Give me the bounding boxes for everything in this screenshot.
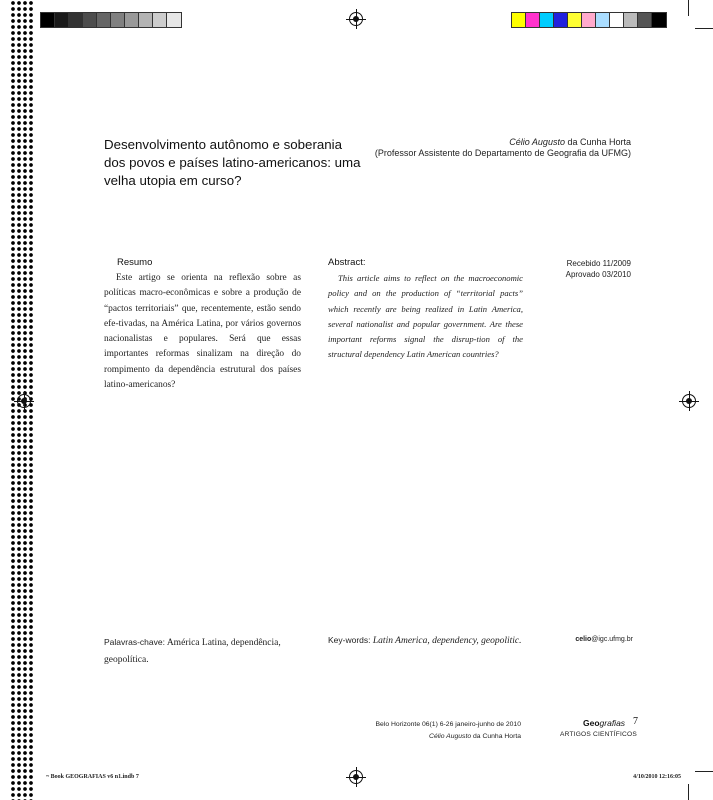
- color-swatch: [167, 13, 181, 27]
- grayscale-calibration-bar: [40, 12, 182, 28]
- registration-mark-icon: [682, 394, 696, 408]
- color-swatch: [111, 13, 125, 27]
- footer-citation: Belo Horizonte 06(1) 6-26 janeiro-junho de 2010: [375, 721, 521, 728]
- color-swatch: [554, 13, 568, 27]
- color-calibration-bar: [511, 12, 667, 28]
- color-swatch: [512, 13, 526, 27]
- abstract-heading: Abstract:: [328, 257, 366, 268]
- resumo-text: Este artigo se orienta na reflexão sobre as políticas macro-econômicas e sobre a produção de “pactos territoriais” que, recentemente, estão sendo efe-tivadas, na América Latina, por vários governos nacionalistas e populares. Será que essas importantes reformas sinalizam na direção do rompimento da dependência estrutural dos países latino-americanos?: [104, 273, 301, 391]
- journal-name-bold: Geo: [583, 718, 600, 728]
- keywords-pt-value: América Latina, dependência, geopolítica.: [104, 638, 281, 665]
- crop-mark: [688, 0, 689, 16]
- color-swatch: [125, 13, 139, 27]
- footer-author-name: Célio Augusto: [429, 733, 472, 740]
- author-block: [375, 137, 631, 159]
- keywords-en-value: Latin America, dependency, geopolitic.: [372, 636, 522, 646]
- resumo-heading: Resumo: [117, 257, 153, 268]
- section-label: ARTIGOS CIENTÍFICOS: [560, 731, 637, 738]
- color-swatch: [69, 13, 83, 27]
- crop-mark: [695, 28, 713, 29]
- page-number: 7: [633, 716, 638, 727]
- author-email: [575, 636, 633, 643]
- registration-mark-icon: [349, 770, 363, 784]
- color-swatch: [596, 13, 610, 27]
- abstract-text: This article aims to reflect on the macroeconomic policy and on the production of “territorial pacts” which recently are being realized in Latin America, several nationalist and popular government. Are these important reforms signal the disrup-tion of the structural dependency Latin American countries?: [328, 273, 523, 360]
- color-swatch: [526, 13, 540, 27]
- color-swatch: [638, 13, 652, 27]
- color-swatch: [97, 13, 111, 27]
- author-surname: da Cunha Horta: [564, 137, 631, 147]
- journal-name-italic: grafias: [599, 718, 626, 728]
- registration-mark-icon: [349, 12, 363, 26]
- slug-filename: ~ Book GEOGRAFIAS v6 n1.indb 7: [46, 774, 139, 780]
- approved-date: Aprovado 03/2010: [565, 270, 631, 279]
- registration-mark-icon: [17, 394, 31, 408]
- color-swatch: [610, 13, 624, 27]
- color-swatch: [582, 13, 596, 27]
- article-title: Desenvolvimento autônomo e soberania dos povos e países latino-americanos: uma velha utopia em curso?: [104, 137, 361, 188]
- keywords-pt-label: Palavras-chave:: [104, 637, 165, 647]
- color-swatch: [41, 13, 55, 27]
- author-name: Célio Augusto: [509, 137, 565, 147]
- crop-mark: [695, 771, 713, 772]
- color-swatch: [624, 13, 638, 27]
- journal-name: [583, 718, 625, 728]
- keywords-en: [328, 635, 528, 646]
- color-swatch: [139, 13, 153, 27]
- received-date: Recebido 11/2009: [566, 259, 631, 268]
- author-affiliation: (Professor Assistente do Departamento de Geografia da UFMG): [374, 148, 631, 158]
- footer-citation-block: [376, 719, 521, 743]
- email-domain: @igc.ufmg.br: [591, 636, 633, 643]
- color-swatch: [83, 13, 97, 27]
- footer-author-surname: da Cunha Horta: [471, 733, 521, 740]
- email-user: celio: [575, 636, 592, 643]
- submission-dates: [566, 258, 631, 280]
- color-swatch: [55, 13, 69, 27]
- keywords-en-label: Key-words:: [328, 635, 371, 645]
- color-swatch: [652, 13, 666, 27]
- keywords-pt: [104, 634, 304, 669]
- color-swatch: [540, 13, 554, 27]
- slug-timestamp: 4/10/2010 12:16:05: [633, 774, 681, 780]
- color-swatch: [568, 13, 582, 27]
- color-swatch: [153, 13, 167, 27]
- crop-mark: [688, 784, 689, 800]
